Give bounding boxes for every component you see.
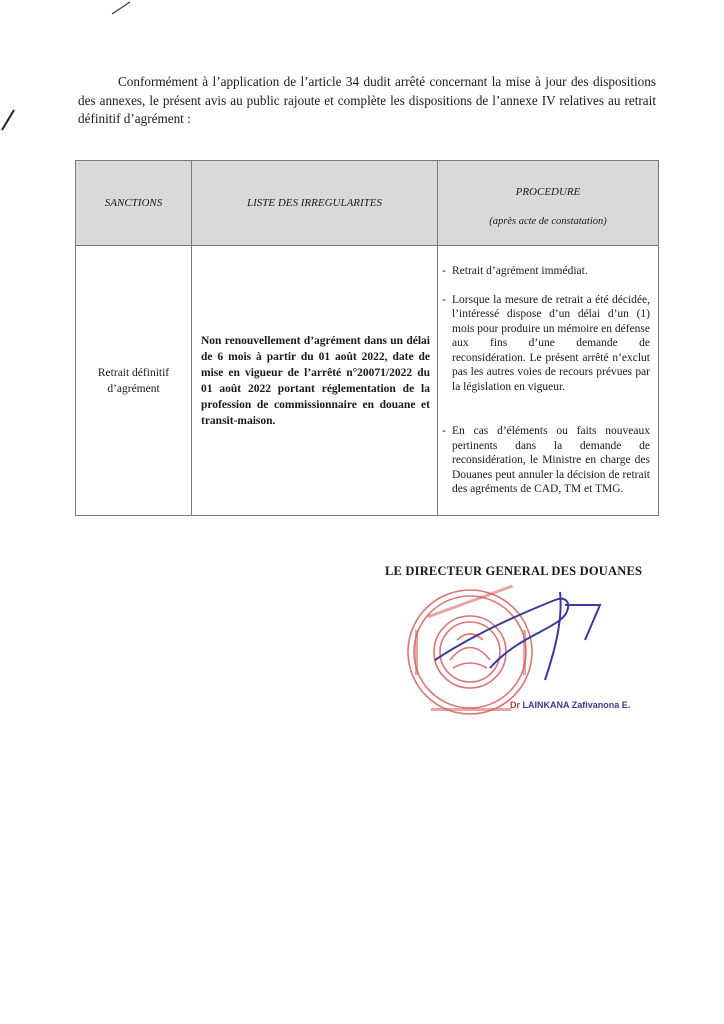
signatory-title: LE DIRECTEUR GENERAL DES DOUANES — [385, 564, 643, 578]
intro-paragraph: Conformément à l’application de l’article 34 dudit arrêté concernant la mise à jour des dispositions des annexes, le présent avis au public rajoute et complète les dispositions de l’annexe IV relatives au retrait définitif d’agrément : — [78, 74, 656, 126]
sanction-cell: Retrait définitif d’agrément — [76, 246, 192, 516]
list-item: - Retrait d’agrément immédiat. — [442, 265, 588, 278]
list-item: - Lorsque la mesure de retrait a été décidée, l’intéressé dispose d’un délai d’un (1) mois pour produire un mémoire en défense aux fins d’une demande de reconsidération. Le présent arrêté n’exclut pas les autres voies de recours prévues par la législation en vigueur. — [442, 293, 650, 393]
procedure-list — [442, 264, 650, 497]
header-irregularities: LISTE DES IRREGULARITES — [192, 161, 438, 246]
list-item: - En cas d’éléments ou faits nouveaux pertinents dans la demande de reconsidération, le Ministre en charge des Douanes peut annuler la décision de retrait des agréments de CAD, TM et TMG. — [442, 425, 650, 496]
sanctions-table — [75, 160, 659, 516]
header-procedure-subtitle: (après acte de constatation) — [489, 215, 607, 227]
header-procedure — [438, 161, 659, 246]
procedure-cell — [438, 246, 659, 516]
table-row — [76, 246, 659, 516]
table-header-row — [76, 161, 659, 246]
signatory-name: Dr LAINKANA Zafivanona E. — [510, 700, 631, 710]
header-procedure-title: PROCEDURE — [515, 185, 581, 198]
irregularity-cell: Non renouvellement d’agrément dans un délai de 6 mois à partir du 01 août 2022, date de mise en vigueur de l’arrêté n°20071/2022 du 01 août 2022 portant réglementation de la profession de commissionnaire en douane et transit-maison. — [192, 246, 438, 516]
header-sanctions: SANCTIONS — [76, 161, 192, 246]
